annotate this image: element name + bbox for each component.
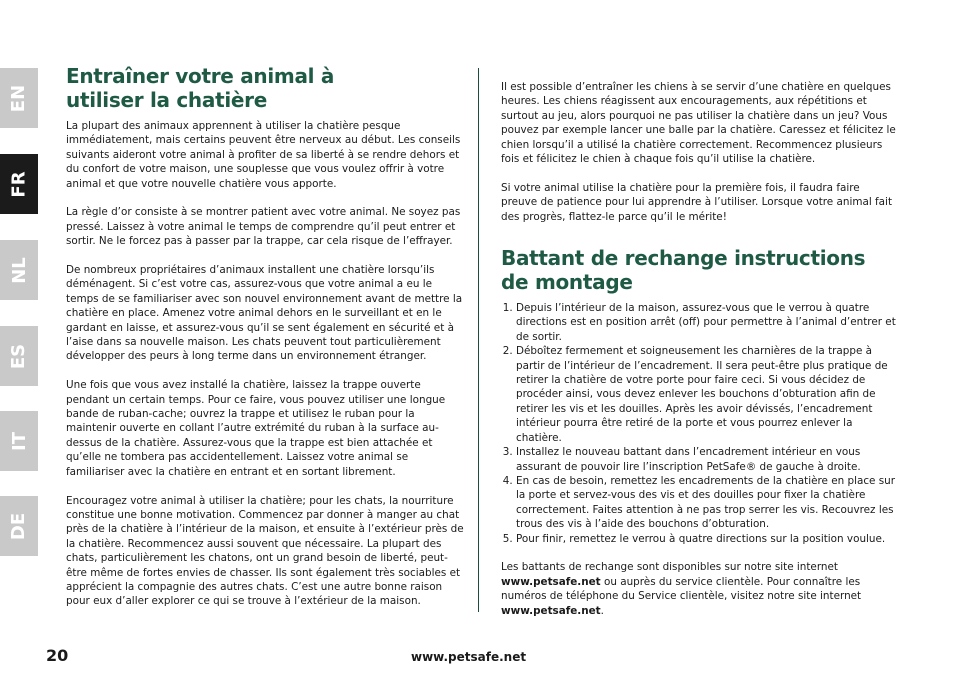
paragraph: Il est possible d’entraîner les chiens à se servir d’une chatière en quelques heures. Les chiens réagissent aux encouragements, aux répétitions et surtout au jeu, alors pourquoi ne pas utiliser la chatière dans un jeu? Vous pouvez par exemple lancer une balle par la chatière. Caressez et félicitez le chien lorsqu’il a utilisé la chatière correctement. Recommencez plusieurs fois et félicitez le chien à chaque fois qu’il utilise la chatière.: [501, 81, 896, 166]
tab-es[interactable]: [0, 326, 38, 386]
page-number: 20: [46, 646, 69, 665]
paragraph: Si votre animal utilise la chatière pour la première fois, il faudra faire preuve de patience pour lui apprendre à l’utiliser. Lorsque votre animal fait des progrès, flattez-le parce qu’il le mérite!: [501, 181, 893, 223]
installation-steps: [501, 301, 897, 546]
paragraph: Une fois que vous avez installé la chatière, laissez la trappe ouverte pendant un certain temps. Pour ce faire, vous pouvez utiliser une longue bande de ruban-cache; ouvrez la trappe et utilisez le ruban pour la maintenir ouverte en collant l’autre extrémité du ruban à la surface au-dessus de la chatière. Assurez-vous que la trappe est bien attachée et qu’elle ne tombera pas accidentellement. Laissez votre animal se familiariser avec la chatière en entrant et en sortant librement.: [66, 379, 446, 478]
training-heading-line1: Entraîner votre animal à: [66, 64, 335, 88]
tab-de[interactable]: [0, 496, 38, 556]
closing-intro: Les battants de rechange sont disponibles sur notre site internet: [501, 561, 838, 574]
paragraph: La règle d’or consiste à se montrer patient avec votre animal. Ne soyez pas pressé. Laissez à votre animal le temps de comprendre qu’il peut entrer et sortir. Ne le forcez pas à passer par la trappe, car cela risque de l’effrayer.: [66, 206, 461, 248]
tab-fr-label: FR: [8, 170, 30, 198]
column-divider: [478, 68, 479, 612]
paragraph: Encouragez votre animal à utiliser la chatière; pour les chats, la nourriture constitue une bonne motivation. Commencez par donner à manger au chat près de la chatière à l’intérieur de la maison, et ensuite à l’extérieur près de la chatière. Recommencez aussi souvent que nécessaire. La plupart des chats, particulièrement les chatons, ont un grand besoin de liberté, peut-être même de fortes envies de chasser. Ils sont également très sociables et apprécient la compagnie des autres chats. C’est une autre bonne raison pour eux d’aller explorer ce qui se trouve à l’extérieur de la maison.: [66, 494, 464, 608]
right-column: [501, 80, 897, 632]
website-link[interactable]: www.petsafe.net: [501, 575, 601, 588]
paragraph: La plupart des animaux apprennent à utiliser la chatière pesque immédiatement, mais certains peuvent être nerveux au début. Les conseils suivants aideront votre animal à profiter de sa liberté à se rendre dehors et du confort de votre maison, une souplesse que vous voulez offrir à votre animal et que votre nouvelle chatière vous apporte.: [66, 120, 461, 190]
website-link[interactable]: www.petsafe.net: [501, 604, 601, 617]
replacement-flap-heading: [501, 246, 897, 294]
training-heading-line2: utiliser la chatière: [66, 88, 267, 112]
left-column: [66, 64, 464, 623]
replacement-heading-line2: de montage: [501, 270, 633, 295]
tab-fr[interactable]: [0, 154, 38, 214]
list-item: 5. Pour finir, remettez le verrou à quatre directions sur la position voulue.: [516, 532, 897, 546]
tab-nl-label: NL: [8, 256, 30, 284]
tab-en[interactable]: [0, 68, 38, 128]
closing-paragraph: [501, 560, 897, 618]
list-item: 2. Déboîtez fermement et soigneusement les charnières de la trappe à partir de l’intérieur de l’encadrement. Il sera peut-être plus pratique de retirer la chatière de votre porte pour faire ceci. Si vous décidez de procéder ainsi, vous devez enlever les bouchons d’obturation afin de retirer les vis et les douilles. Après les avoir dévissés, l’encadrement intérieur pourra être retiré de la porte et vous pourrez enlever la chatière.: [516, 344, 897, 445]
training-heading: [66, 64, 464, 112]
tab-nl[interactable]: [0, 240, 38, 300]
paragraph: De nombreux propriétaires d’animaux installent une chatière lorsqu’ils déménagent. Si c’est votre cas, assurez-vous que votre animal a eu le temps de se familiariser avec son nouvel environnement avant de mettre la chatière en place. Amenez votre animal dehors en le surveillant et en le gardant en laisse, et assurez-vous qu’il se sent également en sécurité et à l’aise dans sa nouvelle maison. Les chats peuvent tout particulièrement développer des peurs à long terme dans un environnement étranger.: [66, 264, 463, 363]
tab-it-label: IT: [8, 431, 30, 451]
tab-de-label: DE: [8, 512, 30, 540]
tab-en-label: EN: [8, 84, 30, 112]
closing-end: .: [600, 604, 604, 617]
replacement-heading-line1: Battant de rechange instructions: [501, 246, 866, 271]
tab-it[interactable]: [0, 411, 38, 471]
tab-es-label: ES: [8, 343, 30, 369]
list-item: 4. En cas de besoin, remettez les encadrements de la chatière en place sur la porte et servez-vous des vis et des douilles pour fixer la chatière correctement. Faites attention à ne pas trop serrer les vis. Recouvrez les trous des vis à l’aide des bouchons d’obturation.: [516, 474, 897, 532]
closing-mid: ou auprès du service clientèle. Pour connaître les numéros de téléphone du Service clientèle, visitez notre site internet: [501, 575, 862, 603]
footer-url[interactable]: www.petsafe.net: [411, 650, 527, 664]
list-item: 1. Depuis l’intérieur de la maison, assurez-vous que le verrou à quatre directions est en position arrêt (off) pour permettre à l’animal d’entrer et de sortir.: [516, 301, 897, 344]
list-item: 3. Installez le nouveau battant dans l’encadrement intérieur en vous assurant de pouvoir lire l’inscription PetSafe® de gauche à droite.: [516, 445, 897, 474]
